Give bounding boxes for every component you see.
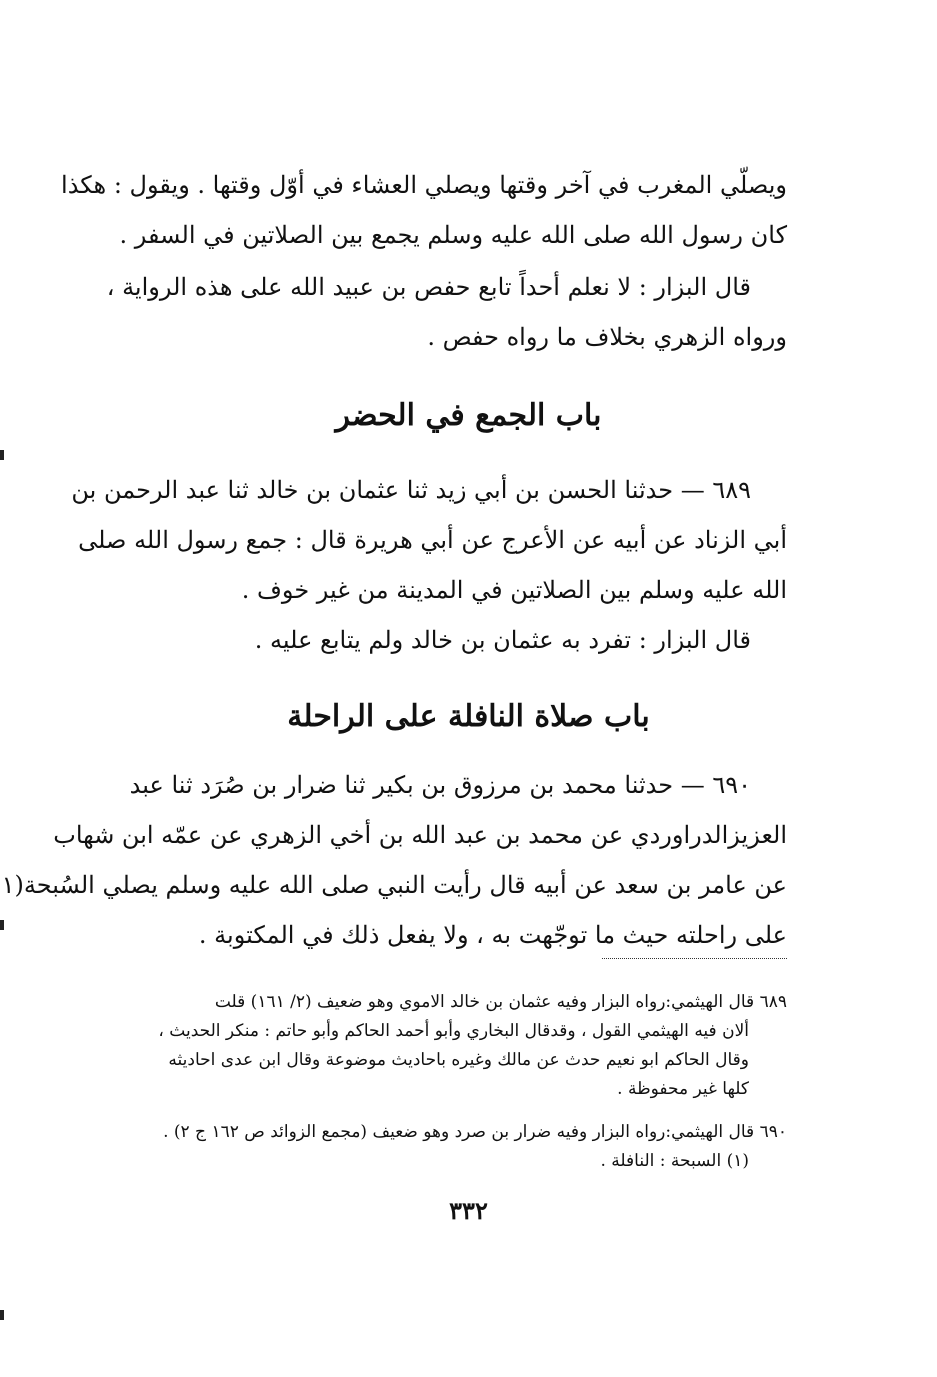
footnote-689-line: كلها غير محفوظة . — [617, 1079, 749, 1099]
hadith-690 — [1, 760, 787, 960]
hadith-690-line: ٦٩٠ — حدثنا محمد بن مرزوق بن بكير ثنا ضرار بن صُرَد ثنا عبد — [129, 771, 751, 799]
footnote-690-line: ٦٩٠ قال الهيثمي:رواه البزار وفيه ضرار بن صرد وهو ضعيف (مجمع الزوائد ص ١٦٢ ج ٢) . — [163, 1122, 787, 1142]
hadith-689-note: قال البزار : تفرد به عثمان بن خالد ولم يتابع عليه . — [254, 626, 751, 654]
footnote-689-line: ٦٨٩ قال الهيثمي:رواه البزار وفيه عثمان بن خالد الاموي وهو ضعيف (٢/ ١٦١) قلت — [214, 992, 787, 1012]
hadith-690-line: على راحلته حيث ما توجّهت به ، ولا يفعل ذلك في المكتوبة . — [198, 921, 787, 949]
section-heading-jam-hadar: باب الجمع في الحضر — [335, 398, 602, 433]
section-heading-nafila: باب صلاة النافلة على الراحلة — [287, 699, 650, 734]
footnote-689 — [107, 988, 787, 1104]
footnote-689-line: وقال الحاكم ابو نعيم حدث عن مالك وغيره باحاديث موضوعة وقال ابن عدى احاديثه — [168, 1050, 749, 1070]
intro-line: كان رسول الله صلى الله عليه وسلم يجمع بين الصلاتين في السفر . — [119, 221, 787, 249]
intro-line: ويصلّي المغرب في آخر وقتها ويصلي العشاء في أوّل وقتها . ويقول : هكذا — [61, 171, 787, 199]
hadith-690-line: عن عامر بن سعد عن أبيه قال رأيت النبي صلى الله عليه وسلم يصلي السُبحة(١ — [1, 871, 787, 899]
hadith-690-line: العزيزالدراوردي عن محمد بن عبد الله بن أخي الزهري عن عمّه ابن شهاب — [53, 821, 787, 849]
bazzar-note-line: ورواه الزهري بخلاف ما رواه حفص . — [427, 323, 787, 351]
hadith-689 — [71, 465, 787, 665]
hadith-689-line: أبي الزناد عن أبيه عن الأعرج عن أبي هريرة قال : جمع رسول الله صلى — [78, 526, 787, 554]
scan-edge-mark — [0, 920, 4, 930]
scan-edge-mark — [0, 450, 4, 460]
footnote-divider — [602, 958, 787, 959]
hadith-689-line: الله عليه وسلم بين الصلاتين في المدينة من غير خوف . — [241, 576, 787, 604]
footnote-689-line: ألان فيه الهيثمي القول ، وقدقال البخاري وأبو أحمد الحاكم وأبو حاتم : منكر الحديث ، — [158, 1021, 749, 1041]
hadith-689-line: ٦٨٩ — حدثنا الحسن بن أبي زيد ثنا عثمان بن خالد ثنا عبد الرحمن بن — [71, 476, 751, 504]
footnote-690 — [107, 1118, 787, 1176]
intro-paragraph — [61, 160, 787, 260]
footnote-690-line: (١) السبحة : النافلة . — [600, 1151, 749, 1171]
bazzar-note-line: قال البزار : لا نعلم أحداً تابع حفص بن عبيد الله على هذه الرواية ، — [106, 273, 751, 301]
scan-edge-mark — [0, 1310, 4, 1320]
bazzar-note-paragraph — [106, 262, 787, 362]
page-number: ٣٣٢ — [449, 1196, 488, 1225]
